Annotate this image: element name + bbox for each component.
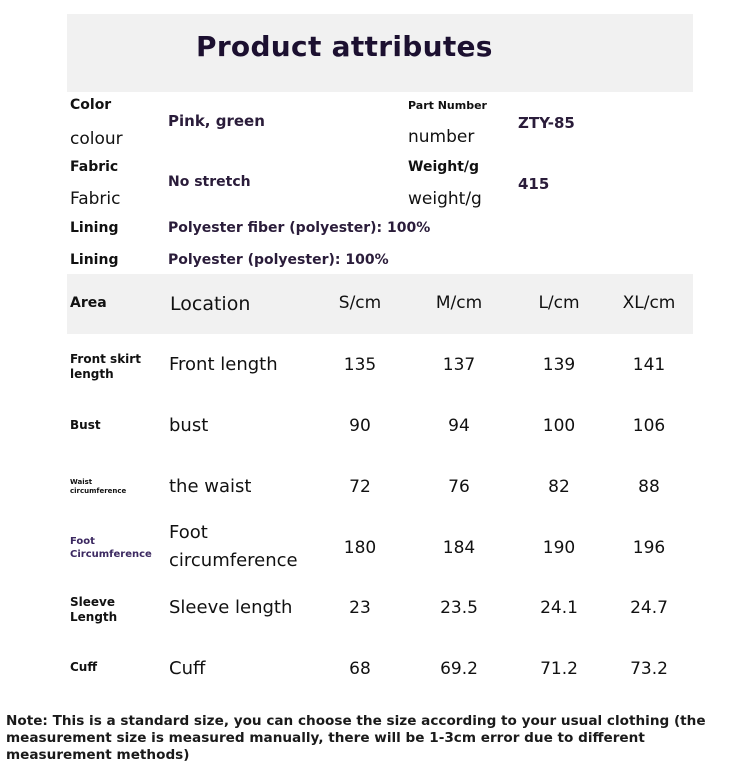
size-note: Note: This is a standard size, you can choose the size according to your usual clothing (the measurement size is measured manually, there will be 1-3cm error due to different measurement methods) xyxy=(6,713,706,763)
part-number-alt-label: number xyxy=(408,127,475,147)
row-front-length-s: 135 xyxy=(343,355,377,375)
header-location: Location xyxy=(170,293,251,315)
lining-alt-label: Lining xyxy=(70,252,119,268)
row-waist-xl: 88 xyxy=(638,477,660,497)
row-bust-location: bust xyxy=(169,415,209,436)
row-bust-s: 90 xyxy=(349,416,371,436)
row-cuff-m: 69.2 xyxy=(440,659,478,679)
row-front-length-location: Front length xyxy=(169,354,278,375)
page-title: Product attributes xyxy=(196,30,493,63)
weight-label: Weight/g xyxy=(408,159,480,175)
row-cuff-location: Cuff xyxy=(169,658,206,679)
row-waist-l: 82 xyxy=(548,477,570,497)
row-foot-xl: 196 xyxy=(632,538,666,558)
row-front-length-xl: 141 xyxy=(632,355,666,375)
row-front-length-m: 137 xyxy=(442,355,476,375)
row-bust-l: 100 xyxy=(542,416,576,436)
row-cuff-xl: 73.2 xyxy=(630,659,668,679)
row-cuff-area: Cuff xyxy=(70,660,98,674)
header-size-m: M/cm xyxy=(435,293,483,313)
color-alt-label: colour xyxy=(70,129,123,149)
row-sleeve-m: 23.5 xyxy=(440,598,478,618)
row-sleeve-area: Sleeve Length xyxy=(70,595,118,624)
part-number-value: ZTY-85 xyxy=(518,114,575,132)
row-sleeve-location: Sleeve length xyxy=(169,597,293,618)
lining-value-2: Polyester (polyester): 100% xyxy=(168,252,389,268)
weight-value: 415 xyxy=(518,175,550,193)
header-size-s: S/cm xyxy=(338,293,382,313)
fabric-label: Fabric xyxy=(70,159,119,175)
row-foot-l: 190 xyxy=(542,538,576,558)
fabric-alt-label: Fabric xyxy=(70,189,121,209)
row-bust-xl: 106 xyxy=(632,416,666,436)
row-waist-m: 76 xyxy=(448,477,470,497)
color-label: Color xyxy=(70,97,112,113)
row-bust-m: 94 xyxy=(448,416,470,436)
row-front-length-area: Front skirt length xyxy=(70,352,141,381)
row-waist-area: Waist circumference xyxy=(70,478,127,495)
row-cuff-s: 68 xyxy=(349,659,371,679)
row-sleeve-xl: 24.7 xyxy=(630,598,668,618)
row-waist-location: the waist xyxy=(169,476,252,497)
header-size-l: L/cm xyxy=(538,293,580,313)
part-number-label: Part Number xyxy=(408,99,487,112)
header-size-xl: XL/cm xyxy=(622,293,676,313)
row-sleeve-l: 24.1 xyxy=(540,598,578,618)
lining-value-1: Polyester fiber (polyester): 100% xyxy=(168,220,431,236)
header-area: Area xyxy=(70,295,107,311)
row-foot-area: Foot Circumference xyxy=(70,536,152,560)
row-bust-area: Bust xyxy=(70,418,101,432)
fabric-value: No stretch xyxy=(168,174,251,190)
row-foot-m: 184 xyxy=(442,538,476,558)
lining-label: Lining xyxy=(70,220,119,236)
weight-alt-label: weight/g xyxy=(408,189,482,209)
row-cuff-l: 71.2 xyxy=(540,659,578,679)
row-waist-s: 72 xyxy=(349,477,371,497)
row-front-length-l: 139 xyxy=(542,355,576,375)
color-value: Pink, green xyxy=(168,112,265,130)
row-sleeve-s: 23 xyxy=(349,598,371,618)
row-foot-location: Foot circumference xyxy=(169,522,298,571)
row-foot-s: 180 xyxy=(343,538,377,558)
